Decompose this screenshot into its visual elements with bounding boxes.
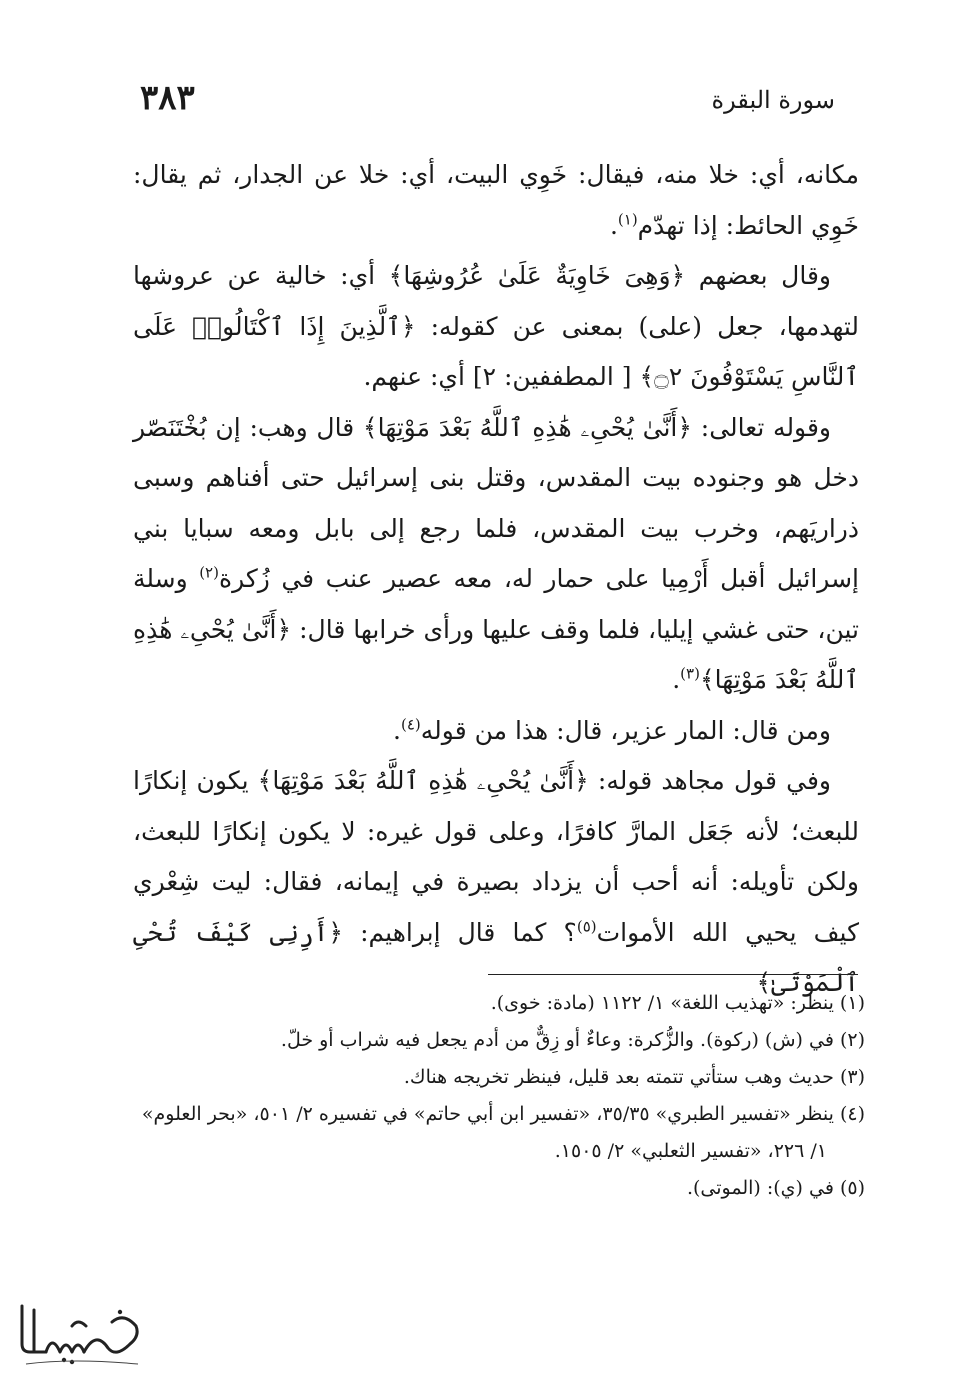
text-span: ؟ كما قال إبراهيم: [343,917,577,947]
surah-title: سورة البقرة [711,86,835,114]
text-span: [ المطففين: ٢] أي: عنهم. [363,362,640,391]
quran-verse: ﴿أَرِنِى كَيْفَ تُحْىِ ٱلْمَوْتَىٰ﴾ [133,917,859,997]
text-span: . [393,715,401,745]
paragraph-3 [133,403,859,706]
quran-verse: ﴿أَنَّىٰ يُحْىِۦ هَٰذِهِ ٱللَّهُ بَعْدَ مَوْتِهَا﴾ [362,412,693,442]
footnote-ref-5[interactable]: (٥) [576,917,597,936]
footnote-ref-2[interactable]: (٢) [199,563,219,582]
text-span: . [672,665,681,694]
page-number: ٣٨٣ [140,78,195,118]
running-header [140,78,835,128]
quran-verse: ﴿أَنَّىٰ يُحْىِۦ هَٰذِهِ ٱللَّهُ بَعْدَ مَوْتِهَا﴾ [257,766,589,795]
footnote-ref-3[interactable]: (٣) [680,664,700,683]
quran-verse: ﴿وَهِىَ خَاوِيَةٌ عَلَىٰ عُرُوشِهَا﴾ [388,261,686,290]
text-span: . [609,210,618,240]
paragraph-1 [133,150,859,251]
publisher-logo [12,1292,152,1370]
text-span: ومن قال: المار عزير، قال: هذا من قوله [420,715,831,745]
footnote-2: (٢) في (ش) (ركوة). والزُّكرة: وعاءٌ أو زِقٌّ من أدم يجعل فيه شراب أو خلّ. [280,1029,865,1051]
text-span: وسلة تين، حتى غشي إيليا، فلما وقف عليها ورأى خرابها قال: [133,564,859,644]
paragraph-2 [133,251,859,403]
footnotes [130,985,865,1207]
main-text [133,150,859,1009]
footnote-5: (٥) في (ي): (الموتى). [686,1177,865,1199]
footnote-4: (٤) ينظر «تفسير الطبري» ٣٥/٣٥، «تفسير ابن أبي حاتم» في تفسيره ٢/ ٥٠١، «بحر العلوم» ١/ ٢٢٦، «تفسير الثعلبي» ٢/ ١٥٠٥. [141,1103,865,1162]
footnote-1: (١) ينظر: «تهذيب اللغة» ١/ ١١٢٢ (مادة: خوى). [490,992,865,1014]
paragraph-5 [133,756,859,1009]
paragraph-4 [133,706,859,757]
text-span: وفي قول مجاهد قوله: [588,766,831,795]
text-span: مكانه، أي: خلا منه، فيقال: خَوِي البيت، أي: خلا عن الجدار، ثم يقال: خَوِي الحائط: إذا تهدّم [133,160,859,240]
quran-verse: ﴿أَنَّىٰ يُحْىِۦ هَٰذِهِ ٱللَّهُ بَعْدَ مَوْتِهَا﴾ [133,614,859,694]
text-span: يكون إنكارًا للبعث؛ لأنه جَعَل المارَّ كافرًا، وعلى قول غيره: لا يكون إنكارًا للبعث، ولكن تأويله: أنه أحب أن يزداد بصيرة في إيمانه، فقال: ليت شِعْري كيف يحيي الله الأموات [133,766,859,947]
footnote-separator [488,974,858,975]
text-span: وقال بعضهم [685,261,831,290]
footnote-ref-4[interactable]: (٤) [400,715,421,734]
footnote-ref-1[interactable]: (١) [617,210,638,229]
text-span: أي: خالية عن عروشها لتهدمها، جعل (على) بمعنى عن كقوله: [133,261,860,341]
footnote-3: (٣) حديث وهب ستأتي تتمته بعد قليل، فينظر تخريجه هناك. [403,1066,865,1088]
text-span: وقوله تعالى: [692,412,831,442]
quran-verse: ﴿ٱلَّذِينَ إِذَا ٱكْتَالُوا۟ عَلَى ٱلنَّاسِ يَسْتَوْفُونَ ۝٢﴾ [133,311,859,391]
text-span: قال وهب: إن بُخْتَنَصّر دخل هو وجنوده بيت المقدس، وقتل بنى إسرائيل حتى أفناهم وسبى ذراريَهم، وخرب بيت المقدس، فلما رجع إلى بابل ومعه سبايا بني إسرائيل أقبل أَرْمِيا على حمار له، معه عصير عنب في زُكرة [133,412,859,593]
